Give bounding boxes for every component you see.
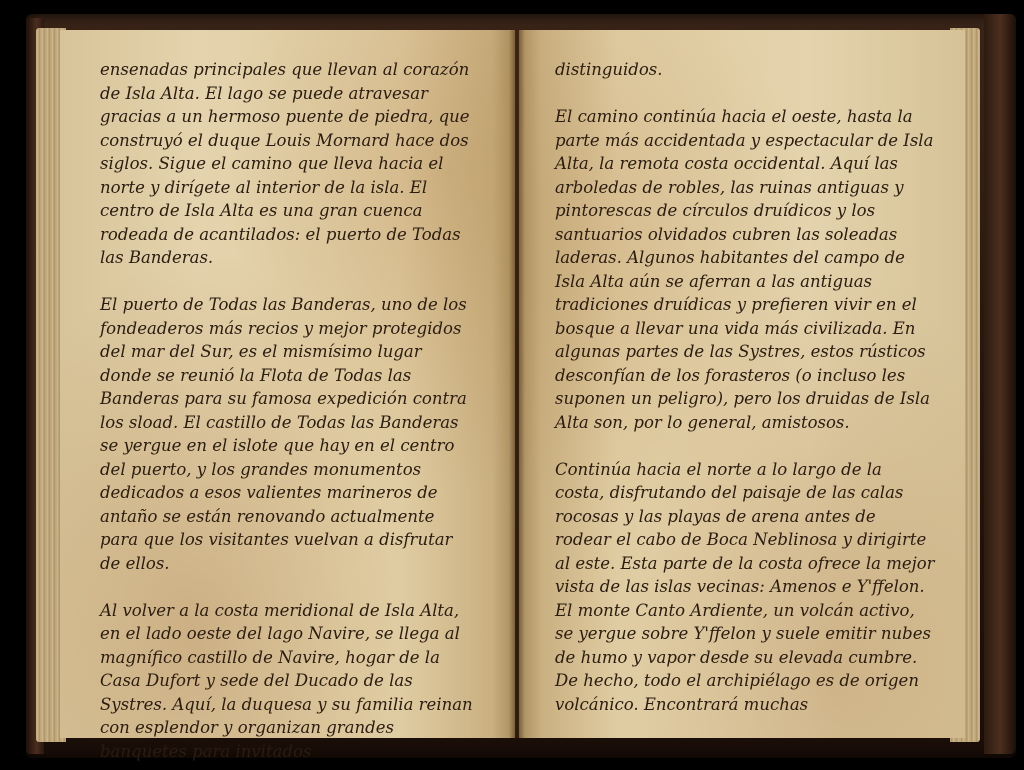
left-page-paragraph: ensenadas principales que llevan al corazón de Isla Alta. El lago se puede atravesar gracias a un hermoso puente de piedra, que construyó el duque Louis Mornard hace dos siglos. Sigue el camino que lleva hacia el norte y dirígete al interior de la isla. El centro de Isla Alta es una gran cuenca rodeada de acantilados: el puerto de Todas las Banderas. <box>100 60 470 267</box>
left-page[interactable] <box>60 30 515 761</box>
left-page-paragraph: Al volver a la costa meridional de Isla Alta, en el lado oeste del lago Navire, se llega al magnífico castillo de Navire, hogar de la Casa Dufort y sede del Ducado de las Systres. Aquí, la duquesa y su familia reinan con esplendor y organizan grandes banquetes para invitados <box>100 600 473 761</box>
right-page-paragraph: distinguidos. <box>555 60 663 79</box>
left-page-paragraph: El puerto de Todas las Banderas, uno de los fondeaderos más recios y mejor protegidos del mar del Sur, es el mismísimo lugar donde se reunió la Flota de Todas las Banderas para su famosa expedición contra los sload. El castillo de Todas las Banderas se yergue en el islote que hay en el centro del puerto, y los grandes monumentos dedicados a esos valientes marineros de antaño se están renovando actualmente para que los visitantes vuelvan a disfrutar de ellos. <box>100 295 467 573</box>
right-page-paragraph: Continúa hacia el norte a lo largo de la costa, disfrutando del paisaje de las calas rocosas y las playas de arena antes de rodear el cabo de Boca Neblinosa y dirigirte al este. Esta parte de la costa ofrece la mejor vista de las islas vecinas: Amenos e Y'ffelon. El monte Canto Ardiente, un volcán activo, se yergue sobre Y'ffelon y suele emitir nubes de humo y vapor desde su elevada cumbre. De hecho, todo el archipiélago es de origen volcánico. Encontrará muchas <box>555 459 935 714</box>
right-page[interactable] <box>519 30 965 738</box>
right-page-paragraph: El camino continúa hacia el oeste, hasta la parte más accidentada y espectacular de Isla Alta, la remota costa occidental. Aquí las arboledas de robles, las ruinas antiguas y pintorescas de círculos druídicos y los santuarios olvidados cubren las soleadas laderas. Algunos habitantes del campo de Isla Alta aún se aferran a las antiguas tradiciones druídicas y prefieren vivir en el bosque a llevar una vida más civilizada. En algunas partes de las Systres, estos rústicos desconfían de los forasteros (o incluso les suponen un peligro), pero los druidas de Isla Alta son, por lo general, amistosos. <box>555 107 934 432</box>
book-cover-right-edge <box>984 14 1016 754</box>
book-spine-gutter <box>509 30 525 738</box>
